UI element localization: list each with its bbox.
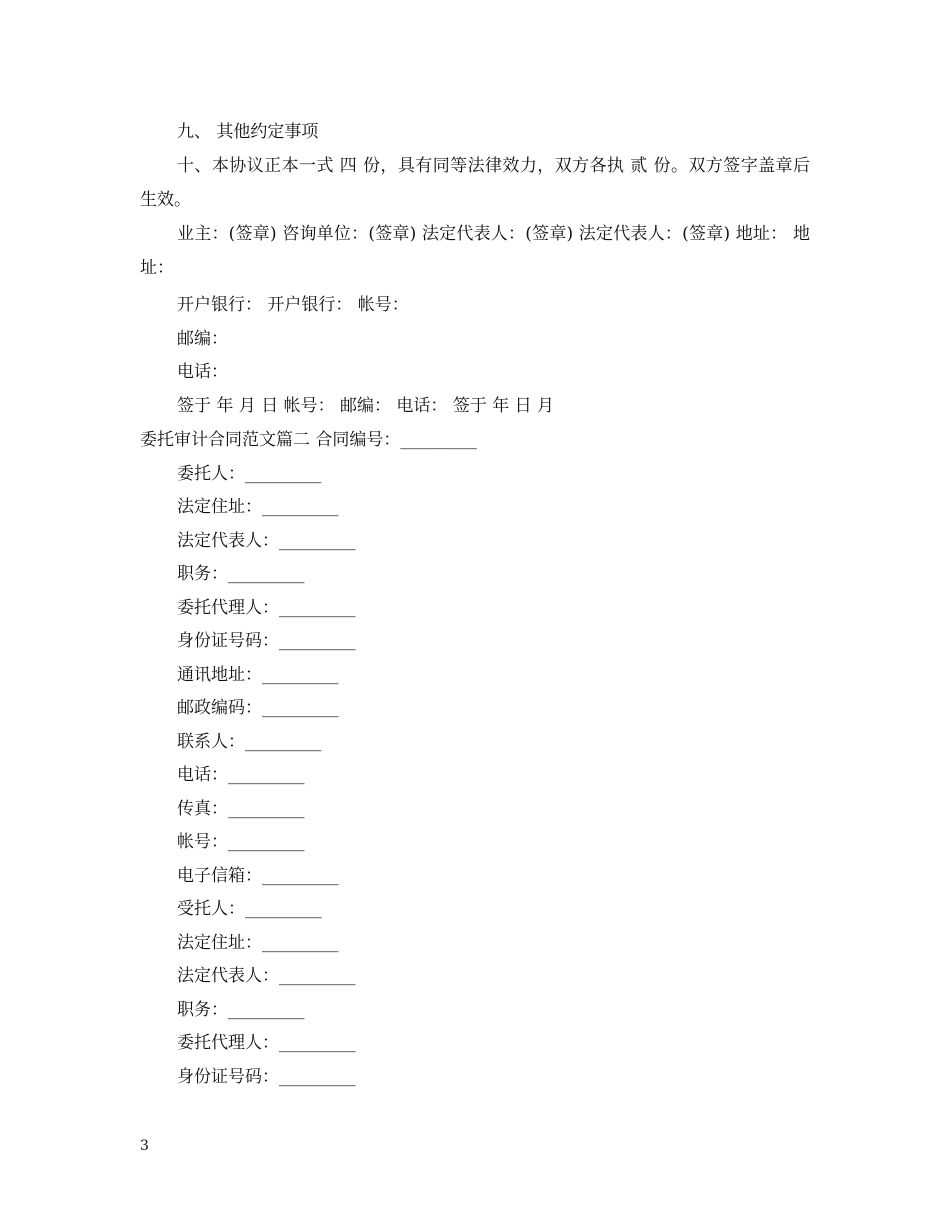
clause-10: 十、本协议正本一式 四 份，具有同等法律效力，双方各执 贰 份。双方签字盖章后生效。 (140, 156, 810, 210)
page-number: 3 (140, 1138, 149, 1154)
form-field: 委托代理人：_________ (177, 598, 356, 618)
clause-9: 九、 其他约定事项 (177, 122, 319, 142)
form-field: 联系人：_________ (177, 732, 322, 752)
form-field: 身份证号码：_________ (177, 1067, 356, 1087)
form-field: 职务：_________ (177, 564, 305, 584)
form-field: 邮政编码：_________ (177, 698, 339, 718)
form-field: 电话：_________ (177, 765, 305, 785)
form-field: 帐号：_________ (177, 832, 305, 852)
form-field: 职务：_________ (177, 1000, 305, 1020)
form-field: 身份证号码：_________ (177, 631, 356, 651)
section-heading: 委托审计合同范文篇二 合同编号：_________ (140, 430, 477, 450)
phone-line: 电话： (177, 362, 228, 382)
form-field: 法定住址：_________ (177, 933, 339, 953)
form-field: 传真：_________ (177, 799, 305, 819)
bank-line: 开户银行： 开户银行： 帐号： (177, 295, 409, 315)
form-field: 法定住址：_________ (177, 497, 339, 517)
signature-block: 业主：(签章) 咨询单位：(签章) 法定代表人：(签章) 法定代表人：(签章) 地址： 地址： (140, 224, 810, 278)
postcode-line: 邮编： (177, 329, 228, 349)
form-field: 法定代表人：_________ (177, 531, 356, 551)
form-field: 法定代表人：_________ (177, 966, 356, 986)
form-field: 受托人：_________ (177, 899, 322, 919)
form-field: 通讯地址：_________ (177, 665, 339, 685)
signed-date-line: 签于 年 月 日 帐号： 邮编： 电话： 签于 年 日 月 (177, 396, 555, 416)
form-field: 委托代理人：_________ (177, 1033, 356, 1053)
form-field: 委托人：_________ (177, 464, 322, 484)
form-field: 电子信箱：_________ (177, 866, 339, 886)
